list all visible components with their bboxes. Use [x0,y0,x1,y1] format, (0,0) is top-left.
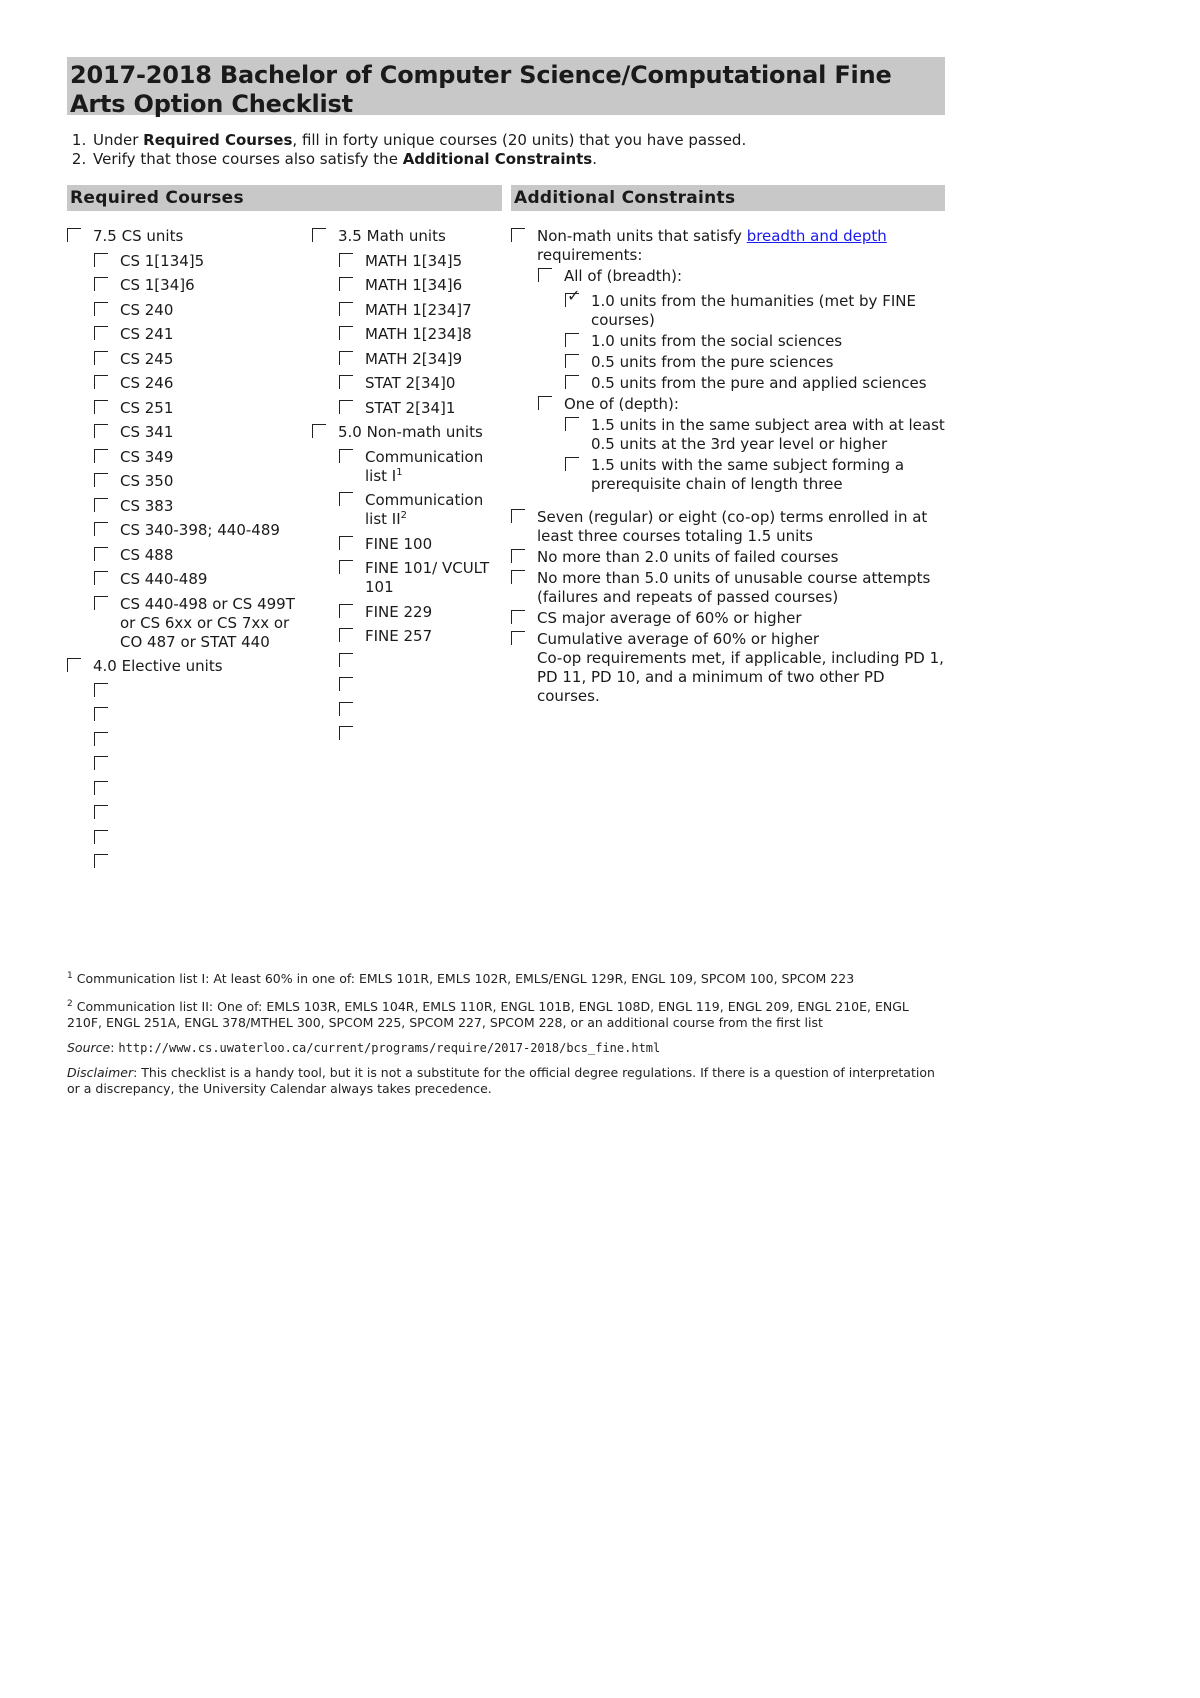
checkbox[interactable] [94,253,108,267]
checkbox[interactable] [312,424,326,438]
item-label: 5.0 Non-math units [338,423,483,441]
instruction-bold: Additional Constraints [402,150,593,168]
instructions-list [67,131,945,169]
item-label: 0.5 units from the pure sciences [591,352,834,371]
item-label [365,491,483,528]
footnote-text: Communication list I: At least 60% in one of: EMLS 101R, EMLS 102R, EMLS/ENGL 129R, ENGL 109, SPCOM 100, SPCOM 223 [76,971,855,987]
checkbox[interactable] [339,326,353,340]
item-label: MATH 1[234]8 [365,325,472,343]
course-item[interactable] [94,325,307,344]
item-label: MATH 1[234]7 [365,300,472,319]
course-item[interactable] [94,399,307,418]
checklist-page [67,57,945,925]
checkbox[interactable] [312,228,326,242]
disclaimer-label: Disclaimer [67,1065,134,1081]
checkbox[interactable] [339,628,353,642]
checkbox[interactable] [565,333,579,347]
instruction-bold: Required Courses [143,131,293,149]
checkbox[interactable] [511,631,525,645]
item-label [537,630,944,705]
footnote-marker: 1 [67,971,73,981]
check-icon: ✓ [567,285,581,305]
depth-sub-item[interactable] [565,456,945,494]
depth-sub-item[interactable] [565,416,945,454]
item-label: FINE 100 [365,534,433,553]
checkbox[interactable] [339,449,353,463]
course-item[interactable] [339,603,502,622]
instruction-text: . [592,150,598,168]
cs-units-item[interactable] [67,227,307,246]
checkbox[interactable] [339,536,353,550]
checkbox[interactable] [94,473,108,487]
instruction-item [91,150,945,169]
footnote-1 [67,968,945,987]
checkbox[interactable] [565,354,579,368]
instruction-text: Under [93,131,144,149]
depth-item[interactable] [538,395,945,414]
nonmath-units-item[interactable] [312,423,502,442]
item-label: All of (breadth): [564,267,683,285]
checkbox[interactable] [94,571,108,585]
checkbox[interactable] [94,424,108,438]
comm2-label: Communication list II [365,491,484,528]
unusable-constraint-item[interactable] [511,569,945,607]
item-label [537,227,887,264]
item-label: CS 1[134]5 [120,251,205,270]
cs-average-item[interactable] [511,609,945,628]
item-label: MATH 1[34]5 [365,251,463,270]
item-label: 7.5 CS units [93,227,184,245]
course-item[interactable] [339,535,502,554]
math-units-item[interactable] [312,227,502,246]
checkbox[interactable] [94,781,108,795]
breadth-sub-item[interactable] [565,374,945,393]
item-label: CS 488 [120,545,174,564]
checkbox[interactable] [94,351,108,365]
checkbox[interactable] [511,570,525,584]
course-item[interactable] [339,399,502,418]
course-item[interactable] [94,374,307,393]
item-label: CS 241 [120,325,174,343]
checkbox[interactable] [67,658,81,672]
checkbox[interactable] [511,610,525,624]
nonmath-constraint-item[interactable] [511,227,945,265]
item-label: MATH 2[34]9 [365,349,463,368]
source-label: Source [67,1040,111,1056]
item-label: CS 350 [120,472,174,490]
instruction-text: Verify that those courses also satisfy the [93,150,403,168]
item-label: CS 383 [120,496,174,515]
constraint-text: Non-math units that satisfy [537,227,747,245]
blank-course-item[interactable] [94,682,307,701]
item-label: FINE 101/ VCULT 101 [365,559,490,596]
checkbox[interactable] [339,726,353,740]
course-item[interactable] [339,325,502,344]
course-item[interactable] [94,521,307,540]
checkbox[interactable] [339,560,353,574]
breadth-item[interactable] [538,267,945,286]
checkbox[interactable] [538,396,552,410]
course-item[interactable] [94,570,307,589]
item-label: 3.5 Math units [338,227,446,245]
checkbox[interactable] [339,677,353,691]
item-label: CS 240 [120,300,174,319]
required-courses-heading: Required Courses [67,185,502,211]
item-label: CS major average of 60% or higher [537,608,802,627]
item-label: One of (depth): [564,394,679,413]
checkbox[interactable] [94,756,108,770]
course-item[interactable] [339,627,502,646]
checkbox[interactable] [94,707,108,721]
blank-course-item[interactable] [94,706,307,725]
blank-course-item[interactable] [94,829,307,848]
item-label: STAT 2[34]1 [365,398,456,417]
item-label: No more than 2.0 units of failed courses [537,547,839,566]
item-label: CS 340-398; 440-489 [120,521,280,539]
course-item[interactable] [339,448,502,486]
terms-constraint-item[interactable] [511,508,945,546]
item-label: CS 246 [120,374,174,392]
checkbox[interactable] [339,351,353,365]
checkbox[interactable] [538,268,552,282]
checkbox[interactable] [94,302,108,316]
checkbox[interactable] [94,498,108,512]
blank-course-item[interactable] [94,853,307,872]
course-item[interactable] [94,301,307,320]
item-label: MATH 1[34]6 [365,276,463,294]
checkbox[interactable] [339,400,353,414]
failed-constraint-item[interactable] [511,548,945,567]
checkbox[interactable] [94,400,108,414]
cum-avg-text: Cumulative average of 60% or higher [537,629,820,648]
checkbox[interactable] [339,702,353,716]
footnote-ref: 1 [396,466,403,478]
course-item[interactable] [94,350,307,369]
course-item[interactable] [339,350,502,369]
checkbox[interactable] [94,522,108,536]
additional-constraints-column [511,227,945,708]
blank-course-item[interactable] [94,755,307,774]
item-label: 1.0 units from the humanities (met by FINE courses) [591,291,916,329]
breadth-depth-link[interactable]: breadth and depth [746,227,887,245]
item-label: 1.5 units in the same subject area with at least 0.5 units at the 3rd year level or higher [591,415,945,453]
item-label: No more than 5.0 units of unusable course attempts (failures and repeats of passed courses) [537,568,931,606]
course-item[interactable] [94,423,307,442]
breadth-sub-item[interactable] [565,332,945,351]
page-title: 2017-2018 Bachelor of Computer Science/Computational Fine Arts Option Checklist [70,61,892,118]
checkbox[interactable] [94,830,108,844]
checkbox[interactable] [339,277,353,291]
blank-course-item[interactable] [94,804,307,823]
footnote-text: Communication list II: One of: EMLS 103R, EMLS 104R, EMLS 110R, ENGL 101B, ENGL 108D, ENGL 119, ENGL 209, ENGL 210E, ENGL 210F, ENGL 251A, ENGL 378/MTHEL 300, SPCOM 225, SPCOM 227, SPCOM 228, or an additional course from the first list [67,999,909,1031]
blank-course-item[interactable] [339,676,502,695]
item-label: FINE 257 [365,627,433,645]
course-item[interactable] [94,252,307,271]
item-label: CS 341 [120,423,174,441]
breadth-sub-item[interactable] [565,285,945,330]
course-item[interactable] [339,252,502,271]
item-label [365,448,483,485]
constraint-text: requirements: [537,246,643,264]
checkbox[interactable] [94,596,108,610]
course-item[interactable] [94,448,307,467]
item-label: CS 245 [120,349,174,368]
source-line: Source: http://www.cs.uwaterloo.ca/current/programs/require/2017-2018/bcs_fine.html [67,1040,661,1056]
checkbox[interactable] [339,302,353,316]
course-item[interactable] [339,491,502,529]
checkbox[interactable] [511,549,525,563]
item-label: 1.5 units with the same subject forming a prerequisite chain of length three [591,455,905,493]
item-label: 4.0 Elective units [93,657,223,675]
checkbox[interactable] [511,228,525,242]
item-label: 0.5 units from the pure and applied sciences [591,373,927,392]
footnote-marker: 2 [67,999,73,1010]
blank-course-item[interactable] [339,701,502,720]
course-item[interactable] [94,595,307,652]
checkbox[interactable] [565,457,579,471]
course-item[interactable] [94,497,307,516]
checkbox[interactable] [94,326,108,340]
breadth-sub-item[interactable] [565,353,945,372]
checkbox[interactable] [94,683,108,697]
blank-course-item[interactable] [94,780,307,799]
checkbox[interactable] [339,253,353,267]
item-label: 1.0 units from the social sciences [591,331,843,350]
coop-text: Co-op requirements met, if applicable, including PD 1, PD 11, PD 10, and a minimum of two other PD courses. [537,648,944,705]
title-bar [67,57,945,118]
course-item[interactable] [339,276,502,295]
blank-course-item[interactable] [339,725,502,744]
cs-column [67,227,307,878]
checkbox[interactable] [339,375,353,389]
blank-course-item[interactable] [94,731,307,750]
checkbox[interactable] [565,375,579,389]
item-label: FINE 229 [365,602,433,621]
course-item[interactable] [339,301,502,320]
checkbox[interactable] [511,509,525,523]
item-label: CS 440-498 or CS 499T or CS 6xx or CS 7xx or CO 487 or STAT 440 [120,594,295,651]
course-item[interactable] [94,472,307,491]
item-label: CS 1[34]6 [120,276,195,294]
course-item[interactable] [339,559,502,597]
checkbox-checked[interactable] [565,285,581,307]
checkbox[interactable] [94,854,108,868]
checkbox[interactable] [94,732,108,746]
checkbox[interactable] [339,653,353,667]
cumulative-average-item[interactable] [511,630,945,706]
disclaimer-line: Disclaimer: This checklist is a handy tool, but it is not a substitute for the official degree regulations. If there is a question of interpretation or a discrepancy, the University Calendar always takes precedence. [67,1065,935,1097]
footnote-ref: 2 [400,510,408,521]
checkbox[interactable] [94,375,108,389]
source-url: http://www.cs.uwaterloo.ca/current/programs/require/2017-2018/bcs_fine.html [118,1041,661,1056]
elective-units-item[interactable] [67,657,307,676]
checkbox[interactable] [94,277,108,291]
checkbox[interactable] [94,449,108,463]
item-label: Seven (regular) or eight (co-op) terms enrolled in at least three courses totaling 1.5 units [537,507,928,545]
item-label: CS 440-489 [120,570,208,588]
footnote-2 [67,996,945,1031]
footnotes [67,968,945,1106]
item-label: CS 251 [120,398,174,417]
checklist-sections [67,185,945,925]
blank-course-item[interactable] [339,652,502,671]
item-label: STAT 2[34]0 [365,374,456,392]
checkbox[interactable] [565,417,579,431]
checkbox[interactable] [94,805,108,819]
math-column [312,227,502,750]
course-item[interactable] [339,374,502,393]
checkbox[interactable] [67,228,81,242]
checkbox[interactable] [339,492,353,506]
comm1-label: Communication list I [365,447,484,485]
checkbox[interactable] [339,604,353,618]
additional-constraints-heading: Additional Constraints [511,185,945,211]
disclaimer-text: This checklist is a handy tool, but it is not a substitute for the official degree regulations. If there is a question of interpretation or a discrepancy, the University Calendar always takes precedence. [67,1065,935,1097]
course-item[interactable] [94,546,307,565]
instruction-item [91,131,945,150]
instruction-text: , fill in forty unique courses (20 units) that you have passed. [292,131,747,149]
item-label: CS 349 [120,447,174,466]
checkbox[interactable] [94,547,108,561]
course-item[interactable] [94,276,307,295]
